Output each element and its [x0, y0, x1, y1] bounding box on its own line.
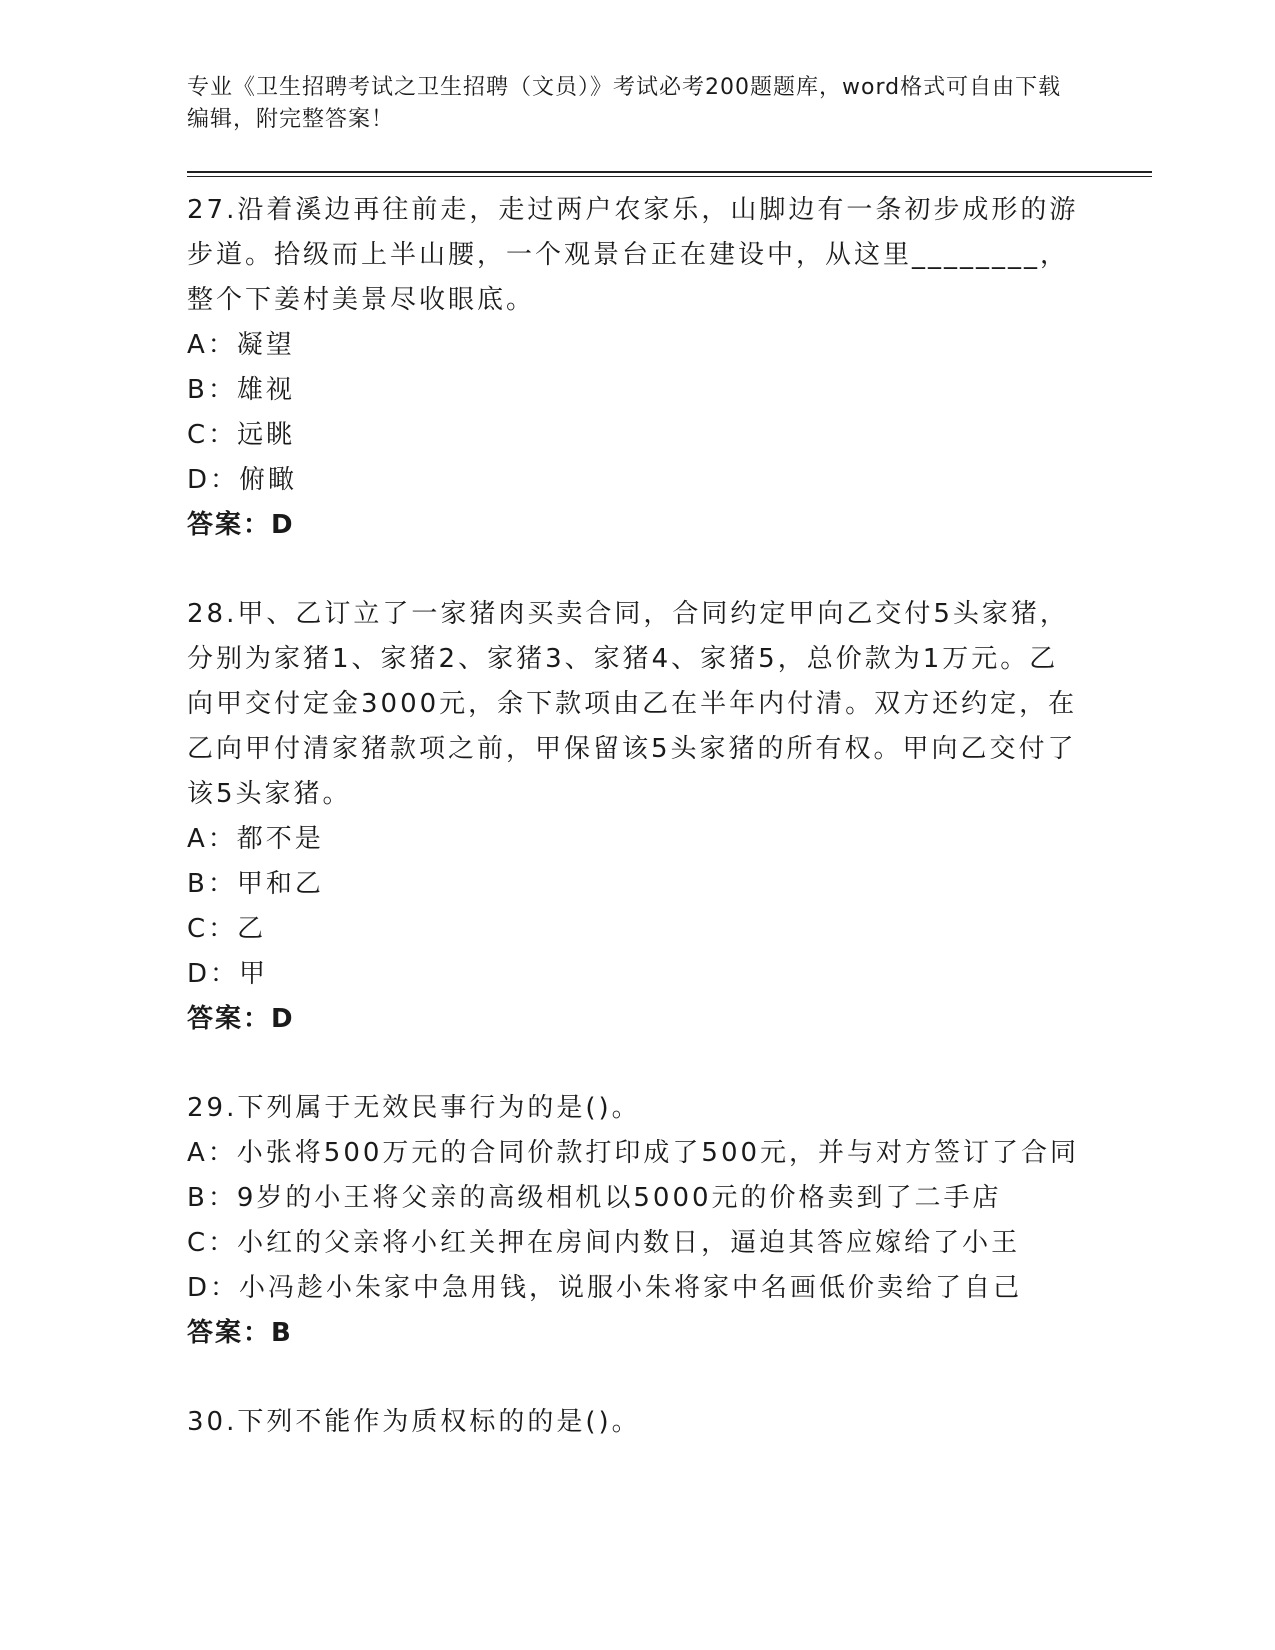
question-block [187, 592, 1087, 1042]
option-d: D：小冯趁小朱家中急用钱，说服小朱将家中名画低价卖给了自己 [187, 1273, 1023, 1303]
option-d: D：俯瞰 [187, 465, 298, 495]
option-c: C：乙 [187, 914, 267, 944]
question-text: 27.沿着溪边再往前走，走过两户农家乐，山脚边有一条初步成形的游步道。拾级而上半山腰，一个观景台正在建设中，从这里________，整个下姜村美景尽收眼底。 [187, 195, 1079, 315]
option-b: B：甲和乙 [187, 869, 324, 899]
question-block [187, 188, 1087, 548]
option-c: C：远眺 [187, 420, 296, 450]
option-d: D：甲 [187, 959, 269, 989]
option-b: B：雄视 [187, 375, 295, 405]
option-c: C：小红的父亲将小红关押在房间内数日，逼迫其答应嫁给了小王 [187, 1228, 1021, 1258]
question-text: 28.甲、乙订立了一家猪肉买卖合同，合同约定甲向乙交付5头家猪，分别为家猪1、家猪2、家猪3、家猪4、家猪5，总价款为1万元。乙向甲交付定金3000元，余下款项由乙在半年内付清。双方还约定，在乙向甲付清家猪款项之前，甲保留该5头家猪的所有权。甲向乙交付了该5头家猪。 [187, 599, 1078, 809]
question-list [187, 188, 1087, 1489]
header-divider-bottom [187, 176, 1152, 177]
question-text: 29.下列属于无效民事行为的是()。 [187, 1093, 641, 1123]
answer-label: 答案：B [187, 1318, 293, 1348]
header-divider-top [187, 171, 1152, 173]
answer-label: 答案：D [187, 510, 295, 540]
question-block [187, 1400, 1087, 1445]
option-b: B：9岁的小王将父亲的高级相机以5000元的价格卖到了二手店 [187, 1183, 1002, 1213]
answer-label: 答案：D [187, 1004, 295, 1034]
option-a: A：都不是 [187, 824, 324, 854]
page-header: 专业《卫生招聘考试之卫生招聘（文员）》考试必考200题题库，word格式可自由下载编辑，附完整答案！ [187, 75, 1062, 132]
question-block [187, 1086, 1087, 1356]
option-a: A：小张将500万元的合同价款打印成了500元，并与对方签订了合同 [187, 1138, 1080, 1168]
question-text: 30.下列不能作为质权标的的是()。 [187, 1407, 641, 1437]
option-a: A：凝望 [187, 330, 295, 360]
